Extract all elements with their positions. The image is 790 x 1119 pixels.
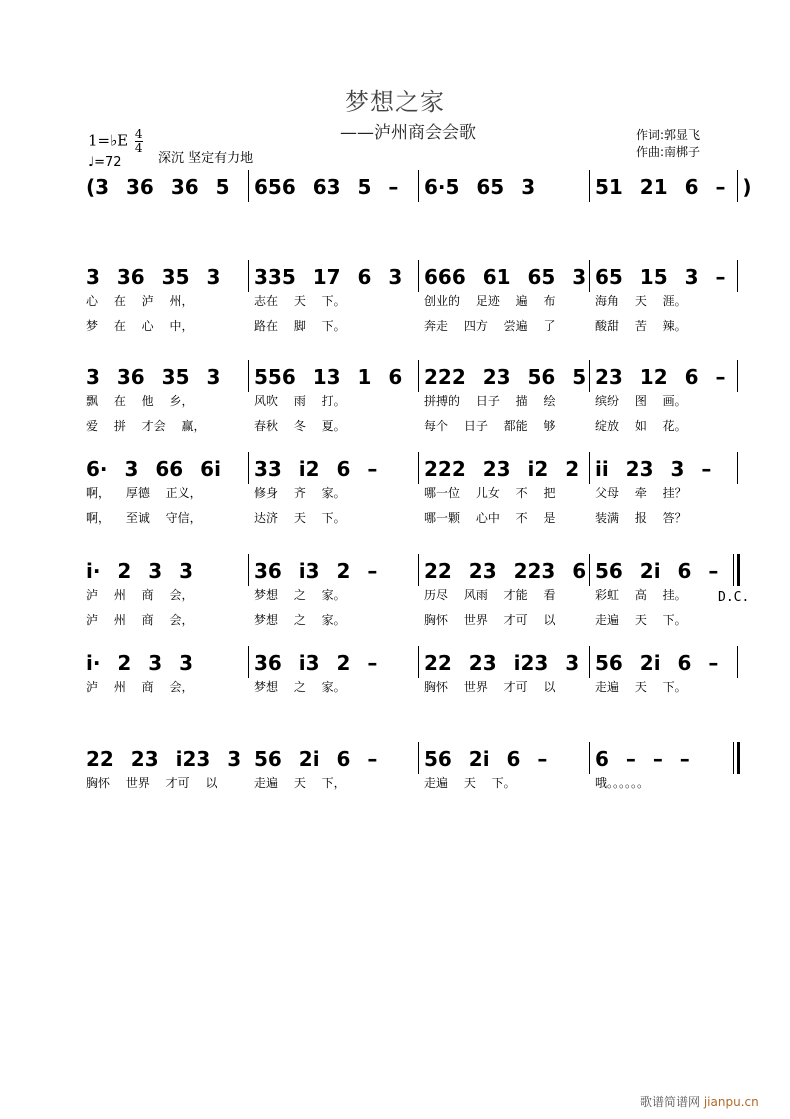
- lyric-line: 啊， 厚德 正义，: [86, 486, 202, 500]
- lyric-line: 绽放 如 花。: [595, 419, 687, 433]
- lyric-line: 走遍 天 下。: [595, 680, 687, 694]
- bar-line: [248, 452, 249, 484]
- final-bar-line: [733, 554, 734, 586]
- measure: 36 i3 2 –: [254, 651, 378, 675]
- measure: 666 61 65 3: [424, 265, 587, 289]
- bar-line: [589, 260, 590, 292]
- lyric-line: 风吹 雨 打。: [254, 394, 346, 408]
- bar-line: [418, 170, 419, 202]
- bar-line: [248, 360, 249, 392]
- measure: 3 36 35 3: [86, 265, 221, 289]
- measure: 222 23 i2 2: [424, 457, 580, 481]
- lyric-line: 梦想 之 家。: [254, 613, 346, 627]
- bar-line: [418, 742, 419, 774]
- key-signature: [88, 128, 143, 155]
- final-bar-line: [733, 742, 734, 774]
- measure: 656 63 5 –: [254, 175, 399, 199]
- composer: 作曲:南梆子: [636, 145, 701, 159]
- bar-line: [737, 452, 738, 484]
- tempo-marking: ♩=72: [88, 155, 122, 170]
- lyric-line: 海角 天 涯。: [595, 294, 687, 308]
- bar-line: [737, 646, 738, 678]
- lyric-line: 泸 州 商 会，: [86, 613, 194, 627]
- measure: i· 2 3 3: [86, 559, 194, 583]
- lyric-line: 走遍 天 下。: [595, 613, 687, 627]
- lyric-line: 缤纷 图 画。: [595, 394, 687, 408]
- lyric-line: 志在 天 下。: [254, 294, 346, 308]
- lyric-line: 啊， 至诚 守信，: [86, 511, 202, 525]
- lyric-line: 酸甜 苦 辣。: [595, 319, 687, 333]
- measure: 51 21 6 – ): [595, 175, 752, 199]
- measure: 6· 3 66 6i: [86, 457, 221, 481]
- lyric-line: 胸怀 世界 才可 以: [424, 613, 556, 627]
- lyric-line: 梦想 之 家。: [254, 588, 346, 602]
- measure: 335 17 6 3: [254, 265, 403, 289]
- bar-line: [589, 742, 590, 774]
- lyric-line: 梦 在 心 中，: [86, 319, 194, 333]
- measure: 22 23 i23 3: [424, 651, 580, 675]
- bar-line: [737, 742, 740, 774]
- song-subtitle: ——泸州商会会歌: [340, 123, 476, 143]
- lyric-line: 修身 齐 家。: [254, 486, 346, 500]
- song-title: 梦想之家: [345, 88, 445, 116]
- measure: ii 23 3 –: [595, 457, 712, 481]
- lyric-line: 飘 在 他 乡，: [86, 394, 194, 408]
- lyric-line: 走遍 天 下，: [254, 776, 346, 790]
- bar-line: [589, 452, 590, 484]
- expression-marking: 深沉 坚定有力地: [158, 151, 254, 166]
- measure: 6·5 65 3: [424, 175, 536, 199]
- lyric-line: 路在 脚 下。: [254, 319, 346, 333]
- lyric-line: 梦想 之 家。: [254, 680, 346, 694]
- measure: 56 2i 6 –: [424, 747, 548, 771]
- measure: 36 i3 2 –: [254, 559, 378, 583]
- lyric-line: 哪一位 儿女 不 把: [424, 486, 556, 500]
- measure: 65 15 3 –: [595, 265, 726, 289]
- measure: 222 23 56 5: [424, 365, 587, 389]
- bar-line: [418, 360, 419, 392]
- lyric-line: 走遍 天 下。: [424, 776, 516, 790]
- measure: 56 2i 6 –: [254, 747, 378, 771]
- lyric-line: 哪一颗 心中 不 是: [424, 511, 556, 525]
- lyric-line: 心 在 泸 州，: [86, 294, 194, 308]
- lyric-line: 泸 州 商 会，: [86, 588, 194, 602]
- measure: i· 2 3 3: [86, 651, 194, 675]
- lyric-line: 历尽 风雨 才能 看: [424, 588, 556, 602]
- bar-line: [418, 554, 419, 586]
- lyric-line: 爱 拼 才会 赢，: [86, 419, 206, 433]
- measure: 3 36 35 3: [86, 365, 221, 389]
- bar-line: [248, 646, 249, 678]
- time-signature: $\frac{4}{4}$: [134, 127, 143, 155]
- bar-line: [589, 646, 590, 678]
- lyric-line: 泸 州 商 会，: [86, 680, 194, 694]
- bar-line: [589, 170, 590, 202]
- lyric-line: 拼搏的 日子 描 绘: [424, 394, 556, 408]
- bar-line: [589, 554, 590, 586]
- lyric-line: 彩虹 高 挂。: [595, 588, 687, 602]
- key-label: 1=♭E: [88, 131, 129, 150]
- lyric-line: 每个 日子 都能 够: [424, 419, 556, 433]
- bar-line: [248, 554, 249, 586]
- lyric-line: 创业的 足迹 遍 布: [424, 294, 556, 308]
- da-capo-mark: D.C.: [718, 590, 750, 605]
- measure: 22 23 i23 3: [86, 747, 242, 771]
- lyric-line: 奔走 四方 尝遍 了: [424, 319, 556, 333]
- lyric-line: 装满 报 答？: [595, 511, 687, 525]
- measure: (3 36 36 5: [86, 175, 230, 199]
- lyric-line: 胸怀 世界 才可 以: [424, 680, 556, 694]
- lyric-line: 哦。。。。。。: [595, 776, 650, 790]
- bar-line: [418, 260, 419, 292]
- lyricist: 作词:郭显飞: [636, 128, 701, 142]
- measure: 556 13 1 6: [254, 365, 403, 389]
- watermark: 歌谱简谱网 jianpu.cn: [640, 1095, 759, 1109]
- bar-line: [248, 260, 249, 292]
- measure: 6 – – –: [595, 747, 690, 771]
- bar-line: [248, 170, 249, 202]
- measure: 22 23 223 6: [424, 559, 587, 583]
- lyric-line: 春秋 冬 夏。: [254, 419, 346, 433]
- bar-line: [737, 360, 738, 392]
- credits: [636, 127, 700, 161]
- bar-line: [737, 260, 738, 292]
- bar-line: [418, 646, 419, 678]
- bar-line: [737, 554, 740, 586]
- measure: 23 12 6 –: [595, 365, 726, 389]
- bar-line: [589, 360, 590, 392]
- bar-line: [418, 452, 419, 484]
- lyric-line: 父母 牵 挂？: [595, 486, 687, 500]
- lyric-line: 达济 天 下。: [254, 511, 346, 525]
- measure: 56 2i 6 –: [595, 651, 719, 675]
- lyric-line: 胸怀 世界 才可 以: [86, 776, 218, 790]
- measure: 33 i2 6 –: [254, 457, 378, 481]
- measure: 56 2i 6 –: [595, 559, 719, 583]
